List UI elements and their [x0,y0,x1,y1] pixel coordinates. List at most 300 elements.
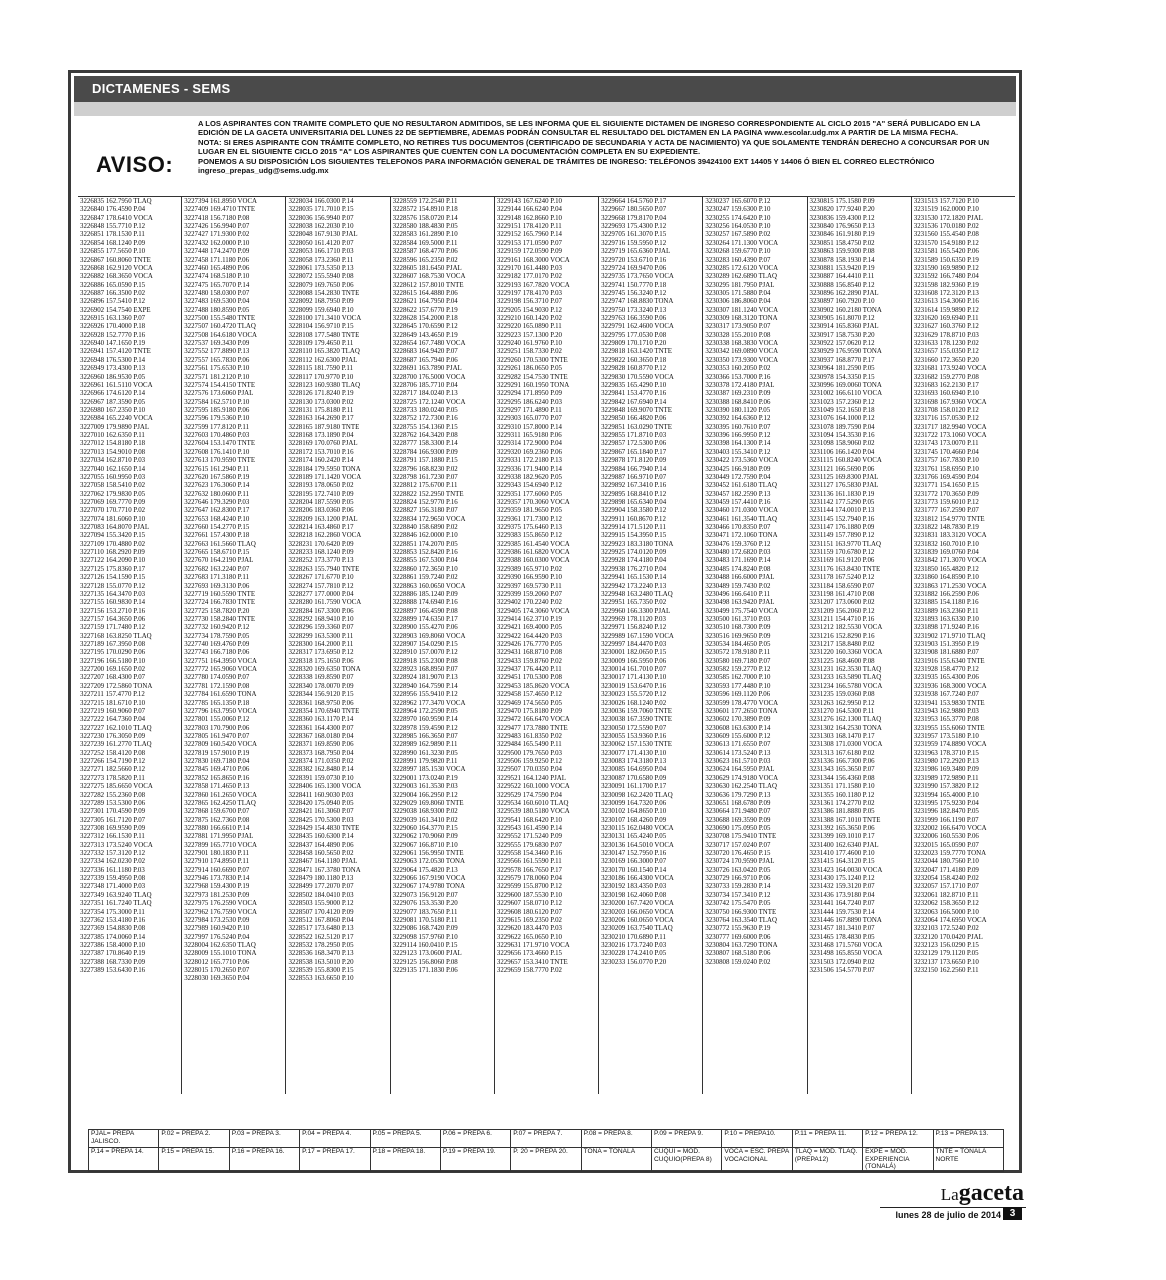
result-entry: 3230237 165.6070 P.12 [705,198,771,205]
result-entry: 3227661 157.4300 P.18 [184,532,250,540]
result-entry: 3231682 159.2770 P.08 [913,373,979,381]
result-entry: 3231994 165.4000 P.10 [913,791,979,799]
result-entry: 3228165 187.9180 TNTE [288,423,360,431]
result-entry: 3229928 174.4180 P.04 [601,557,667,565]
result-entry: 3228048 167.9130 PJAL [288,231,358,239]
result-entry: 3227308 169.9590 P.09 [80,824,146,832]
result-column [182,197,286,1094]
result-entry: 3229123 173.0600 PJAL [392,950,462,958]
result-entry: 3228004 162.6350 TLAQ [184,941,256,949]
result-entry: 3230733 159.2830 P.14 [705,883,771,891]
result-entry: 3228900 155.4270 P.06 [392,624,458,632]
result-entry: 3230216 173.7240 P.03 [601,941,667,949]
result-entry: 3227772 165.9060 VOCA [184,666,258,674]
result-entry: 3228691 163.7890 PJAL [392,365,462,373]
result-entry: 3230283 160.4390 P.07 [705,256,771,264]
result-entry: 3227719 160.5590 TNTE [184,590,256,598]
result-entry: 3229971 156.8240 P.12 [601,624,667,632]
result-entry: 3231936 168.3000 VOCA [913,682,987,690]
result-entry: 3228612 157.8010 TNTE [392,281,464,289]
result-entry: 3231147 176.1880 P.09 [809,524,875,532]
result-entry: 3231115 160.8240 VOCA [809,457,882,465]
result-entry: 3228827 156.3180 P.07 [392,507,458,515]
result-entry: 3229029 169.8060 TNTE [392,799,464,807]
result-entry: 3229558 154.3460 P.16 [496,850,562,858]
result-entry: 3231388 167.1010 TNTE [809,816,881,824]
result-entry: 3232150 162.2560 P.11 [913,967,979,975]
result-entry: 3228580 188.4830 P.05 [392,223,458,231]
result-entry: 3229855 171.8710 P.03 [601,432,667,440]
result-entry: 3228798 161.7230 P.07 [392,473,458,481]
result-entry: 3226915 163.1360 P.07 [80,315,146,323]
result-entry: 3227852 165.8650 P.16 [184,774,250,782]
result-entry: 3230019 153.6470 P.16 [601,682,667,690]
result-entry: 3228338 169.8590 P.07 [288,674,354,682]
result-entry: 3228189 171.1420 VOCA [288,473,362,481]
result-entry: 3230036 159.7060 TNTE [601,707,672,715]
result-entry: 3227803 170.7900 P.06 [184,724,250,732]
result-entry: 3230978 154.3350 P.15 [809,373,875,381]
legend-cell: P.02 = PREPA 2. [159,1130,229,1148]
result-entry: 3230602 170.3890 P.09 [705,716,771,724]
result-entry: 3231717 182.9940 VOCA [913,423,987,431]
result-entry: 3228053 166.1710 P.03 [288,248,354,256]
result-entry: 3231233 163.5890 TLAQ [809,674,882,682]
result-entry: 3227159 171.7480 P.12 [80,624,146,632]
result-entry: 3227196 166.5180 P.10 [80,657,146,665]
result-entry: 3226926 170.4000 P.18 [80,323,146,331]
result-entry: 3228607 168.7530 VOCA [392,273,466,281]
result-entry: 3227313 173.5240 VOCA [80,841,153,849]
result-entry: 3227910 174.8950 P.11 [184,858,250,866]
result-entry: 3227724 166.7830 TNTE [184,599,256,607]
result-entry: 3230457 182.2590 P.13 [705,490,771,498]
result-entry: 3230624 164.5950 PJAL [705,766,775,774]
result-entry: 3230516 169.9650 P.09 [705,632,771,640]
result-entry: 3227013 154.9010 P.08 [80,448,146,456]
result-entry: 3229294 171.8950 P.09 [496,390,562,398]
result-entry: 3231863 171.2530 VOCA [913,582,987,590]
result-entry: 3229422 164.4420 P.03 [496,632,562,640]
result-entry: 3229251 158.7330 P.02 [496,348,562,356]
result-entry: 3231614 159.9890 P.12 [913,306,979,314]
result-entry: 3228970 160.9590 P.14 [392,716,458,724]
result-entry: 3228956 155.9410 P.12 [392,691,458,699]
result-entry: 3227168 163.8250 TLAQ [80,632,152,640]
result-entry: 3228855 167.5300 P.04 [392,557,458,565]
result-entry: 3227751 164.3950 VOCA [184,657,258,665]
result-entry: 3230729 166.9710 P.06 [705,875,771,883]
result-entry: 3230772 155.9630 P.19 [705,925,771,933]
result-entry: 3231149 157.7890 P.12 [809,532,875,540]
result-entry: 3227348 171.4000 P.03 [80,883,146,891]
result-entry: 3230596 169.1120 P.06 [705,691,771,699]
result-entry: 3228499 177.2070 P.07 [288,883,354,891]
result-entry: 3231361 174.2770 P.02 [809,799,875,807]
result-entry: 3227389 153.6430 P.16 [80,967,146,975]
result-entry: 3230914 165.8360 PJAL [809,323,879,331]
result-entry: 3230170 160.1540 P.14 [601,866,667,874]
result-entry: 3227868 159.6700 P.07 [184,808,250,816]
result-entry: 3231771 154.1650 P.15 [913,482,979,490]
result-entry: 3228317 173.6950 P.12 [288,649,354,657]
result-entry: 3231313 167.6180 P.02 [809,749,875,757]
result-entry: 3229791 162.4600 VOCA [601,323,674,331]
result-column [703,197,807,1094]
result-entry: 3229314 172.9000 P.04 [496,440,562,448]
result-entry: 3231898 171.9240 P.16 [913,624,979,632]
result-entry: 3230398 164.1300 P.14 [705,440,771,448]
result-entry: 3227222 164.7360 P.04 [80,716,146,724]
result-entry: 3231468 171.5760 VOCA [809,941,883,949]
result-column [78,197,182,1094]
result-entry: 3227012 154.8180 P.18 [80,440,146,448]
result-entry: 3231885 154.1180 P.16 [913,599,979,607]
result-entry: 3229320 169.2360 P.06 [496,448,562,456]
result-entry: 3231996 182.8470 P.05 [913,808,979,816]
result-entry: 3228099 159.6940 P.10 [288,306,354,314]
result-entry: 3231212 182.5530 VOCA [809,624,883,632]
result-entry: 3228195 172.7410 P.09 [288,490,354,498]
result-entry: 3230203 166.0650 VOCA [601,908,674,916]
result-entry: 3231986 169.3480 P.09 [913,766,979,774]
result-entry: 3229951 165.7350 P.02 [601,599,667,607]
result-entry: 3230964 181.2590 P.05 [809,365,875,373]
result-entry: 3228899 174.6350 P.17 [392,615,458,623]
result-entry: 3230306 186.8060 P.04 [705,298,771,306]
result-entry: 3228123 160.9380 TLAQ [288,381,361,389]
result-entry: 3230717 157.0240 P.07 [705,841,771,849]
legend-cell: P.13 = PREPA 13. [933,1130,1004,1148]
result-entry: 3231693 160.6940 P.10 [913,390,979,398]
result-entry: 3231743 173.0070 P.11 [913,440,979,448]
result-entry: 3231598 182.9360 P.19 [913,281,979,289]
result-entry: 3232047 171.4180 P.09 [913,866,979,874]
result-entry: 3230708 175.9410 TNTE [705,833,777,841]
legend-cell: P.12 = PREPA 12. [863,1130,933,1148]
result-entry: 3227623 176.3060 P.14 [184,482,250,490]
result-entry: 3227670 164.2190 PJAL [184,557,254,565]
result-entry: 3230050 172.5590 P.07 [601,724,667,732]
result-entry: 3228507 170.4120 P.09 [288,908,354,916]
result-entry: 3231893 163.6330 P.10 [913,615,979,623]
legend-table [88,1129,1004,1172]
result-entry: 3228421 161.3060 P.07 [288,808,354,816]
result-entry: 3230582 159.2770 P.12 [705,666,771,674]
result-entry: 3230601 177.2650 TONA [705,707,778,715]
result-entry: 3228886 185.1240 P.09 [392,590,458,598]
result-entry: 3231436 173.9180 P.04 [809,891,875,899]
result-entry: 3228072 155.5940 P.08 [288,273,354,281]
result-entry: 3230169 166.3000 P.07 [601,858,667,866]
result-entry: 3230902 160.2180 TONA [809,306,882,314]
result-entry: 3229402 170.2240 P.02 [496,599,562,607]
result-entry: 3229310 157.8000 P.14 [496,423,562,431]
result-entry: 3229066 167.9190 VOCA [392,875,466,883]
result-entry: 3229608 180.6120 P.07 [496,908,562,916]
result-entry: 3229521 164.1240 PJAL [496,774,566,782]
result-entry: 3228725 172.1240 VOCA [392,398,466,406]
result-entry: 3229763 166.3590 P.06 [601,315,667,323]
result-entry: 3228036 156.9940 P.07 [288,214,354,222]
legend-cell: P.18 = PREPA 18. [370,1148,440,1172]
result-entry: 3227388 168.7330 P.09 [80,958,146,966]
result-entry: 3230613 171.6550 P.07 [705,741,771,749]
result-entry: 3227603 170.4860 P.03 [184,432,250,440]
result-entry: 3231127 176.5830 PJAL [809,482,879,490]
result-entry: 3227537 169.3430 P.09 [184,340,250,348]
result-entry: 3232057 157.1710 P.07 [913,883,979,891]
legend-cell: P.17 = PREPA 17. [300,1148,370,1172]
result-entry: 3230353 160.2050 P.02 [705,365,771,373]
result-entry: 3231953 165.3770 P.08 [913,716,979,724]
result-entry: 3226847 178.6410 VOCA [80,214,153,222]
result-entry: 3228280 161.7590 VOCA [288,599,362,607]
result-entry: 3228683 164.9420 P.07 [392,348,458,356]
result-entry: 3228777 158.3300 P.14 [392,440,458,448]
result-entry: 3230488 166.6000 PJAL [705,574,775,582]
result-entry: 3230471 172.1060 TONA [705,532,778,540]
result-entry: 3230608 163.6300 P.14 [705,724,771,732]
result-entry: 3229915 154.3950 P.15 [601,532,667,540]
result-entry: 3227845 169.4710 P.06 [184,766,250,774]
result-entry: 3229529 174.7590 P.04 [496,791,562,799]
result-entry: 3231777 167.2590 P.07 [913,507,979,515]
result-entry: 3231608 172.3120 P.13 [913,289,979,297]
result-entry: 3229534 160.6010 TLAQ [496,799,569,807]
result-entry: 3228411 160.9030 P.03 [288,791,354,799]
result-entry: 3226928 152.7770 P.16 [80,331,146,339]
result-entry: 3230459 157.4410 P.16 [705,498,771,506]
result-entry: 3230483 171.1690 P.14 [705,557,771,565]
result-entry: 3229851 163.0290 TNTE [601,423,672,431]
result-entry: 3231444 159.7530 P.14 [809,908,875,916]
result-entry: 3228846 162.0000 P.10 [392,532,458,540]
result-entry: 3229745 156.3240 P.12 [601,289,667,297]
result-entry: 3229841 153.4770 P.16 [601,390,667,398]
result-entry: 3226966 174.6120 P.14 [80,390,146,398]
result-entry: 3227200 169.1650 P.02 [80,666,146,674]
result-entry: 3231708 158.0120 P.12 [913,406,979,414]
result-entry: 3231231 162.3530 TLAQ [809,666,882,674]
result-entry: 3229390 166.9590 P.10 [496,574,562,582]
result-entry: 3229311 165.9180 P.06 [496,432,562,440]
result-entry: 3231831 183.3120 VOCA [913,532,987,540]
result-entry: 3231990 157.3820 P.12 [913,783,979,791]
result-entry: 3229914 171.5120 P.11 [601,524,666,532]
result-entry: 3227332 157.3120 P.12 [80,850,146,858]
aviso-title: AVISO: [96,152,174,177]
result-entry: 3227339 159.4950 P.08 [80,875,146,883]
result-entry: 3228206 183.0360 P.06 [288,507,354,515]
result-entry: 3229960 166.3300 PJAL [601,607,671,615]
result-entry: 3231176 163.8430 TNTE [809,565,881,573]
result-entry: 3228361 164.4300 P.07 [288,724,354,732]
result-entry: 3227576 173.6060 PJAL [184,390,254,398]
result-entry: 3227126 154.1590 P.15 [80,574,146,582]
result-entry: 3231590 169.9890 P.12 [913,264,979,272]
result-entry: 3230572 178.9180 P.11 [705,649,771,657]
result-entry: 3228429 154.4830 TNTE [288,824,360,832]
result-entry: 3227830 169.7180 P.04 [184,758,250,766]
result-entry: 3230742 175.5470 P.05 [705,900,771,908]
result-entry: 3229361 171.7300 P.12 [496,515,562,523]
result-entry: 3230499 175.7540 VOCA [705,607,779,615]
result-entry: 3228437 164.4890 P.06 [288,841,354,849]
result-entry: 3226886 165.0590 P.15 [80,281,146,289]
result-entry: 3231560 155.4540 P.08 [913,231,979,239]
result-entry: 3229483 161.8350 P.02 [496,733,562,740]
result-entry: 3228471 167.3780 TONA [288,866,361,874]
result-entry: 3229850 166.4820 P.06 [601,415,667,423]
result-entry: 3227508 164.6180 VOCA [184,331,258,339]
result-entry: 3228373 168.7950 P.04 [288,749,354,757]
result-entry: 3227801 155.0060 P.12 [184,716,250,724]
result-entry: 3229205 154.9030 P.12 [496,306,562,314]
result-entry: 3229151 178.4120 P.11 [496,223,562,231]
result-entry: 3228479 180.1180 P.13 [288,875,354,883]
result-entry: 3228539 155.8300 P.15 [288,967,354,975]
result-entry: 3231716 157.0530 P.12 [913,415,979,423]
result-entry: 3228354 170.6940 TNTE [288,707,360,715]
result-entry: 3227608 176.1410 P.10 [184,448,250,456]
result-entry: 3229541 168.6420 P.10 [496,816,562,824]
result-entry: 3227157 164.3650 P.06 [80,615,146,623]
dictamen-frame [68,70,1022,1173]
result-entry: 3229668 179.8170 P.04 [601,214,667,222]
result-entry: 3227275 185.6650 VOCA [80,783,153,791]
result-entry: 3230210 170.6890 P.11 [601,933,666,941]
result-entry: 3228169 170.0760 PJAL [288,440,358,448]
result-entry: 3228863 160.0650 VOCA [392,582,466,590]
result-entry: 3231839 169.0760 P.04 [913,549,979,557]
result-entry: 3229153 171.0590 P.07 [496,239,562,247]
result-entry: 3231415 164.3120 P.15 [809,858,875,866]
result-entry: 3230264 171.1300 VOCA [705,239,779,247]
result-entry: 3226941 157.4120 TNTE [80,348,151,356]
result-entry: 3227125 175.8360 P.17 [80,565,146,573]
result-entry: 3230630 162.2540 TLAQ [705,783,777,791]
result-entry: 3228274 157.7810 P.12 [288,582,354,590]
result-entry: 3228860 172.3650 P.10 [392,565,458,573]
result-entry: 3228605 181.6450 PJAL [392,264,462,272]
result-entry: 3227009 179.9890 PJAL [80,423,150,431]
result-entry: 3227646 179.3290 P.03 [184,498,250,506]
result-entry: 3230937 168.8770 P.17 [809,356,875,364]
result-entry: 3230614 173.5240 P.13 [705,749,771,757]
result-entry: 3227189 167.3950 P.08 [80,641,146,649]
result-entry: 3230887 164.4410 P.11 [809,273,875,281]
result-entry: 3231076 164.1000 P.12 [809,415,875,423]
result-entry: 3226840 176.4590 P.04 [80,206,146,214]
result-entry: 3231457 181.3410 P.07 [809,925,875,933]
result-entry: 3231446 167.8890 TONA [809,916,882,924]
result-entry: 3231399 169.1010 P.17 [809,833,875,841]
result-entry: 3230815 175.1580 P.09 [809,198,875,205]
result-entry: 3231889 163.2360 P.11 [913,607,979,615]
result-entry: 3230200 167.7420 VOCA [601,900,674,908]
result-entry: 3227349 163.9240 TLAQ [80,891,152,899]
result-entry: 3228267 171.6770 P.10 [288,574,354,582]
result-entry: 3227968 159.4300 P.19 [184,883,250,891]
result-entry: 3228131 175.8180 P.11 [288,406,354,414]
result-entry: 3230307 181.1240 VOCA [705,306,779,314]
result-entry: 3229923 183.3180 TONA [601,540,674,548]
result-entry: 3229657 153.3410 TNTE [496,958,568,966]
result-column [391,197,495,1094]
result-entry: 3226851 178.1530 P.11 [80,231,145,239]
result-entry: 3229631 171.9710 VOCA [496,941,570,949]
result-entry: 3230255 174.6420 P.10 [705,214,771,222]
result-entry: 3228853 152.8420 P.16 [392,549,458,557]
result-entry: 3231980 172.2920 P.13 [913,758,979,766]
result-column [495,197,599,1094]
result-entry: 3228700 176.5000 VOCA [392,373,466,381]
result-entry: 3228861 159.7240 P.02 [392,574,458,582]
result-entry: 3230198 162.4060 P.08 [601,891,667,899]
result-entry: 3231023 157.2360 P.12 [809,398,875,406]
result-entry: 3227128 155.0770 P.12 [80,582,146,590]
result-entry: 3231999 166.1190 P.07 [913,816,979,824]
result-entry: 3231903 151.3950 P.19 [913,641,979,649]
result-entry: 3227561 175.6530 P.10 [184,365,250,373]
result-entry: 3227069 169.7770 P.09 [80,498,146,506]
result-entry: 3231125 169.8300 PJAL [809,473,879,481]
result-entry: 3227094 155.3420 P.15 [80,532,146,540]
result-entry: 3227488 180.8590 P.05 [184,306,250,314]
result-entry: 3228296 159.3360 P.07 [288,624,354,632]
result-entry: 3229193 167.7820 VOCA [496,281,570,289]
result-entry: 3231935 165.4300 P.06 [913,674,979,682]
result-entry: 3230289 162.6890 TLAQ [705,273,777,281]
result-entry: 3231217 158.8480 P.02 [809,641,875,649]
result-entry: 3228940 164.7590 P.14 [392,682,458,690]
result-entry: 3231303 168.1470 P.17 [809,733,875,740]
masthead-name: gaceta [958,1180,1024,1206]
result-entry: 3228035 171.7010 P.15 [288,206,354,214]
result-entry: 3230186 166.4300 VOCA [601,875,674,883]
result-entry: 3231142 177.5290 P.05 [809,498,875,506]
result-entry: 3228706 185.7710 P.04 [392,381,458,389]
result-entry: 3231519 162.0000 P.10 [913,206,979,214]
result-entry: 3230593 177.4480 P.10 [705,682,771,690]
result-entry: 3231351 171.1580 P.10 [809,783,875,791]
result-entry: 3226902 154.7540 EXPE [80,306,151,314]
result-entry: 3229579 178.0060 P.04 [496,875,562,883]
result-entry: 3231938 167.7240 P.07 [913,691,979,699]
result-entry: 3228117 170.9770 P.10 [288,373,354,381]
result-entry: 3230023 155.5720 P.12 [601,691,667,699]
result-entry: 3229197 178.4170 P.03 [496,289,562,297]
result-entry: 3228374 171.0350 P.02 [288,758,354,766]
result-entry: 3227781 172.1590 P.08 [184,682,250,690]
legend-cell: P.09 = PREPA 9. [652,1130,722,1148]
result-entry: 3229895 168.8410 P.12 [601,490,667,498]
result-entry: 3231660 172.3650 P.20 [913,356,979,364]
result-entry: 3229064 175.4820 P.13 [392,866,458,874]
result-entry: 3226882 168.3650 VOCA [80,273,153,281]
result-entry: 3228834 172.9650 VOCA [392,515,466,523]
result-entry: 3229477 173.7880 TNTE [496,724,568,732]
result-entry: 3229159 172.0590 P.09 [496,248,562,256]
result-entry: 3227394 161.8950 VOCA [184,198,258,205]
result-entry: 3228263 155.7940 TNTE [288,565,360,573]
result-entry: 3230268 159.6770 P.10 [705,248,771,256]
result-entry: 3228209 163.1200 PJAL [288,515,358,523]
result-entry: 3229152 165.7960 P.14 [496,231,562,239]
result-entry: 3228587 168.4770 P.06 [392,248,458,256]
result-entry: 3228174 160.2420 P.14 [288,457,354,465]
